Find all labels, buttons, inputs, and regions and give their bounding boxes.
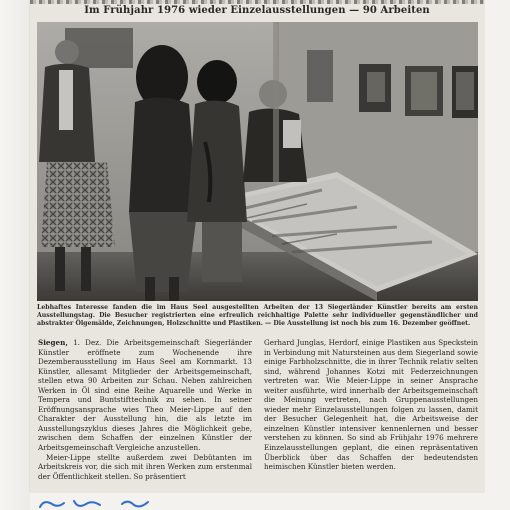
newspaper-clipping	[30, 0, 484, 492]
article-column-right	[264, 338, 478, 472]
article-paragraph: Meier-Lippe stellte außerdem zwei Debütanten im Arbeitskreis vor, die sich mit ihren Werken zum erstenmal der Öffentlichkeit stellen. So präsentiert	[38, 452, 252, 481]
photo-caption: Lebhaftes Interesse fanden die im Haus Seel ausgestellten Arbeiten der 13 Siegerländer Künstler bereits am ersten Ausstellungstag. Die Besucher registrierten eine erfreulich reichhaltige Palette sehr individueller gegenständlicher und abstrakter Ölgemälde, Zeichnungen, Holzschnitte und Plastiken. — Die Ausstellung ist noch bis zum 16. Dezember geöffnet.	[37, 304, 478, 327]
torn-top-edge	[30, 0, 484, 4]
scan-margin	[0, 0, 30, 510]
exhibition-photo	[37, 22, 478, 301]
headline: Im Frühjahr 1976 wieder Einzelausstellungen — 90 Arbeiten	[84, 5, 430, 16]
dateline: Siegen,	[38, 338, 68, 347]
paragraph-text: 1. Dez. Die Arbeitsgemeinschaft Siegerländer Künstler eröffnete zum Wochenende ihre Dezemberausstellung im Haus Seel am Kornmarkt. 13 Künstler, allesamt Mitglieder der Arbeitsgemeinschaft, stellen etwa 90 Arbeiten zur Schau. Neben zahlreichen Werken in Öl sind eine Reihe Aquarelle und Werke in Tempera und Buntstifttechnik zu sehen. In seiner Eröffnungsansprache wies Theo Meier-Lippe auf den Charakter der Ausstellung hin, die als letzte im Ausstellungszyklus dieses Jahres die Möglichkeit gebe, zwischen dem Schaffen der einzelnen Künstler der Arbeitsgemeinschaft Vergleiche anzustellen.	[38, 338, 252, 453]
article-paragraph: Gerhard Junglas, Herdorf, einige Plastiken aus Speckstein in Verbindung mit Natursteinen aus dem Siegerland sowie einige Farbholzschnitte, die in ihrer Technik relativ selten sind, während Johannes Kotzi mit Federzeichnungen vertreten war. Wie Meier-Lippe in seiner Ansprache weiter ausführte, wird innerhalb der Arbeitsgemeinschaft die Meinung vertreten, nach Gruppenausstellungen wieder mehr Einzelausstellungen folgen zu lassen, damit der Besucher Gelegenheit hat, die Arbeitsweise der einzelnen Künstler intensiver kennenlernen und besser verstehen zu können. So sind ab Frühjahr 1976 mehrere Einzelausstellungen geplant, die einen repräsentativen Überblick über das Schaffen der bedeutendsten heimischen Künstler bieten werden.	[264, 338, 478, 472]
handwritten-note-mark	[30, 495, 190, 510]
article-column-left	[38, 338, 252, 481]
article-paragraph	[38, 338, 252, 453]
